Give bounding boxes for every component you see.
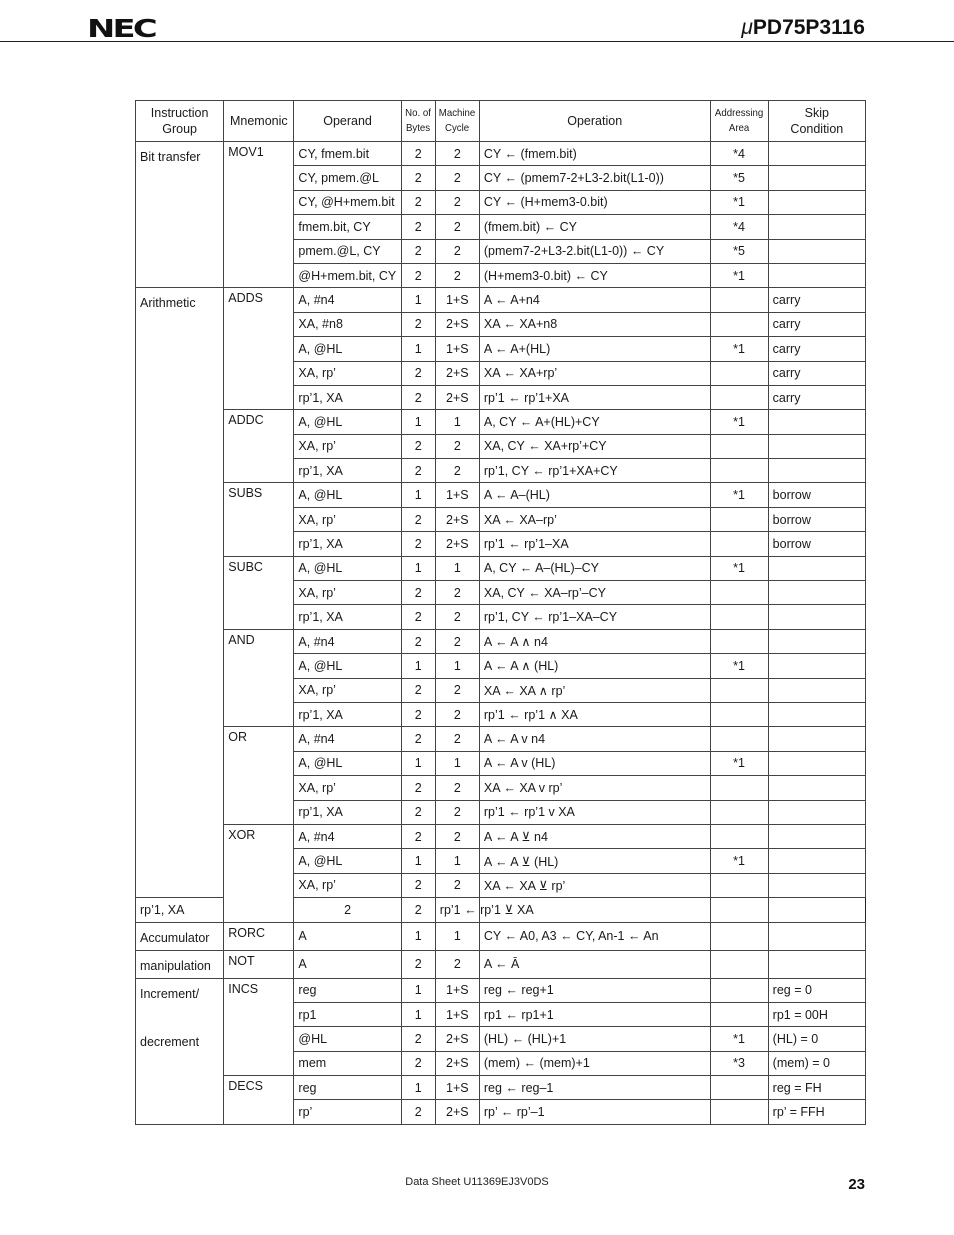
operand-cell: A: [294, 950, 401, 978]
table-row: [136, 483, 866, 507]
addressing-area-cell: [710, 727, 768, 751]
table-body: [136, 142, 866, 1125]
operation-cell: XA ← XA+rp’: [479, 361, 710, 385]
skip-condition-cell: [768, 776, 865, 800]
machine-cycle-cell: 2: [435, 702, 479, 726]
bytes-cell: 2: [294, 898, 401, 922]
machine-cycle-cell: 2: [435, 166, 479, 190]
addressing-area-cell: *1: [710, 556, 768, 580]
table-row: [136, 1076, 866, 1100]
operand-cell: A, #n4: [294, 824, 401, 848]
operand-cell: rp’: [294, 1100, 401, 1124]
addressing-area-cell: *5: [710, 166, 768, 190]
machine-cycle-cell: 1+S: [435, 337, 479, 361]
addressing-area-cell: [710, 629, 768, 653]
header-mnemonic: Mnemonic: [224, 101, 294, 142]
operand-cell: rp’1, XA: [294, 385, 401, 409]
bytes-cell: 2: [401, 702, 435, 726]
instruction-table: [135, 100, 866, 1125]
header-machine-cycle: Machine Cycle: [437, 101, 478, 142]
machine-cycle-cell: 2: [435, 873, 479, 897]
operation-cell: XA, CY ← XA–rp’–CY: [479, 581, 710, 605]
mnemonic-cell: NOT: [224, 950, 294, 978]
bytes-cell: 2: [401, 1100, 435, 1124]
bytes-cell: 2: [401, 1027, 435, 1051]
skip-condition-cell: borrow: [768, 483, 865, 507]
machine-cycle-cell: 1: [435, 849, 479, 873]
machine-cycle-cell: 2: [435, 215, 479, 239]
addressing-area-cell: [710, 800, 768, 824]
operation-cell: A ← A v (HL): [479, 751, 710, 775]
addressing-area-cell: [710, 361, 768, 385]
bytes-cell: 2: [401, 263, 435, 287]
bytes-cell: 2: [401, 361, 435, 385]
machine-cycle-cell: 2+S: [435, 532, 479, 556]
operand-cell: XA, rp’: [294, 434, 401, 458]
machine-cycle-cell: 2+S: [435, 1100, 479, 1124]
operation-cell: XA ← XA ∧ rp’: [479, 678, 710, 702]
bytes-cell: 2: [401, 434, 435, 458]
operand-cell: A, #n4: [294, 288, 401, 312]
bytes-cell: 2: [401, 581, 435, 605]
machine-cycle-cell: 2: [435, 239, 479, 263]
operand-cell: rp’1, XA: [294, 800, 401, 824]
addressing-area-cell: [710, 312, 768, 336]
operand-cell: XA, rp’: [294, 678, 401, 702]
operand-cell: A, #n4: [294, 629, 401, 653]
addressing-area-cell: *1: [710, 410, 768, 434]
skip-condition-cell: [768, 263, 865, 287]
operation-cell: rp’1 ← rp’1+XA: [479, 385, 710, 409]
addressing-area-cell: [710, 1076, 768, 1100]
machine-cycle-cell: 2: [435, 581, 479, 605]
machine-cycle-cell: 1: [435, 922, 479, 950]
bytes-cell: 2: [401, 532, 435, 556]
operation-cell: CY ← (fmem.bit): [479, 142, 710, 166]
nec-logo: NEC: [87, 14, 155, 43]
mnemonic-cell: SUBC: [224, 556, 294, 629]
skip-condition-cell: rp1 = 00H: [768, 1002, 865, 1026]
header-instruction-group: Instruction Group: [136, 101, 224, 142]
operation-cell: A ← A ⊻ n4: [479, 824, 710, 848]
operand-cell: A, @HL: [294, 556, 401, 580]
table-row: [136, 922, 866, 950]
skip-condition-cell: [768, 654, 865, 678]
table-row: [136, 950, 866, 978]
operation-cell: rp’ ← rp’–1: [479, 1100, 710, 1124]
machine-cycle-cell: 2: [435, 629, 479, 653]
operand-cell: rp1: [294, 1002, 401, 1026]
skip-condition-cell: [768, 215, 865, 239]
skip-condition-cell: [768, 849, 865, 873]
machine-cycle-cell: 1: [435, 556, 479, 580]
operation-cell: A, CY ← A+(HL)+CY: [479, 410, 710, 434]
operation-cell: XA ← XA+n8: [479, 312, 710, 336]
machine-cycle-cell: 1+S: [435, 1002, 479, 1026]
bytes-cell: 1: [401, 556, 435, 580]
machine-cycle-cell: 2: [435, 800, 479, 824]
operand-cell: A, @HL: [294, 849, 401, 873]
skip-condition-cell: [768, 166, 865, 190]
bytes-cell: 2: [401, 142, 435, 166]
skip-condition-cell: [768, 142, 865, 166]
machine-cycle-cell: 2+S: [435, 361, 479, 385]
addressing-area-cell: [710, 605, 768, 629]
skip-condition-cell: [768, 434, 865, 458]
operand-cell: pmem.@L, CY: [294, 239, 401, 263]
bytes-cell: 2: [401, 824, 435, 848]
operation-cell: A, CY ← A–(HL)–CY: [479, 556, 710, 580]
skip-condition-cell: [768, 702, 865, 726]
operation-cell: rp1 ← rp1+1: [479, 1002, 710, 1026]
addressing-area-cell: *3: [710, 1051, 768, 1075]
machine-cycle-cell: 1+S: [435, 288, 479, 312]
skip-condition-cell: [768, 410, 865, 434]
operand-cell: mem: [294, 1051, 401, 1075]
machine-cycle-cell: 2+S: [435, 1027, 479, 1051]
bytes-cell: 2: [401, 190, 435, 214]
machine-cycle-cell: 2: [435, 434, 479, 458]
addressing-area-cell: [710, 950, 768, 978]
operand-cell: XA, rp’: [294, 873, 401, 897]
operation-cell: (H+mem3-0.bit) ← CY: [479, 263, 710, 287]
operation-cell: (fmem.bit) ← CY: [479, 215, 710, 239]
operation-cell: rp’1 ← rp’1 ∧ XA: [479, 702, 710, 726]
skip-condition-cell: [768, 678, 865, 702]
operand-cell: A, @HL: [294, 751, 401, 775]
addressing-area-cell: [710, 434, 768, 458]
addressing-area-cell: [710, 1100, 768, 1124]
skip-condition-cell: carry: [768, 385, 865, 409]
table-row: [136, 824, 866, 848]
machine-cycle-cell: 2: [401, 898, 435, 922]
operand-cell: A, @HL: [294, 410, 401, 434]
skip-condition-cell: borrow: [768, 532, 865, 556]
skip-condition-cell: [768, 556, 865, 580]
bytes-cell: 2: [401, 629, 435, 653]
header-operand: Operand: [294, 101, 401, 142]
bytes-cell: 2: [401, 727, 435, 751]
addressing-area-cell: [710, 1002, 768, 1026]
operation-cell: (HL) ← (HL)+1: [479, 1027, 710, 1051]
addressing-area-cell: [710, 532, 768, 556]
bytes-cell: 2: [401, 605, 435, 629]
operation-cell: A ← A+(HL): [479, 337, 710, 361]
bytes-cell: 2: [401, 776, 435, 800]
operation-cell: (mem) ← (mem)+1: [479, 1051, 710, 1075]
operand-cell: A, @HL: [294, 483, 401, 507]
operand-cell: XA, rp’: [294, 581, 401, 605]
bytes-cell: 1: [401, 978, 435, 1002]
skip-condition-cell: [768, 873, 865, 897]
operand-cell: A, #n4: [294, 727, 401, 751]
machine-cycle-cell: 2+S: [435, 312, 479, 336]
operand-cell: XA, #n8: [294, 312, 401, 336]
machine-cycle-cell: 2: [435, 142, 479, 166]
skip-condition-cell: carry: [768, 312, 865, 336]
mnemonic-cell: ADDS: [224, 288, 294, 410]
operation-cell: (pmem7-2+L3-2.bit(L1-0)) ← CY: [479, 239, 710, 263]
mnemonic-cell: MOV1: [224, 142, 294, 288]
addressing-area-cell: [710, 459, 768, 483]
part-number-text: PD75P3116: [752, 16, 865, 39]
machine-cycle-cell: 2: [435, 678, 479, 702]
table-row: [136, 978, 866, 1002]
operand-cell: A, @HL: [294, 337, 401, 361]
machine-cycle-cell: 1+S: [435, 483, 479, 507]
machine-cycle-cell: 1+S: [435, 978, 479, 1002]
operand-cell: reg: [294, 978, 401, 1002]
table-row: [136, 727, 866, 751]
mnemonic-cell: INCS: [224, 978, 294, 1076]
machine-cycle-cell: 2+S: [435, 385, 479, 409]
addressing-area-cell: [710, 385, 768, 409]
machine-cycle-cell: 2: [435, 776, 479, 800]
machine-cycle-cell: 2: [435, 190, 479, 214]
skip-condition-cell: rp’ = FFH: [768, 1100, 865, 1124]
operand-cell: @H+mem.bit, CY: [294, 263, 401, 287]
skip-condition-cell: [768, 950, 865, 978]
addressing-area-cell: [710, 678, 768, 702]
operation-cell: rp’1 ← rp’1 ⊻ XA: [435, 898, 479, 922]
bytes-cell: 2: [401, 678, 435, 702]
operand-cell: fmem.bit, CY: [294, 215, 401, 239]
machine-cycle-cell: 1: [435, 410, 479, 434]
skip-condition-cell: [768, 800, 865, 824]
bytes-cell: 2: [401, 950, 435, 978]
operand-cell: A: [294, 922, 401, 950]
mnemonic-cell: DECS: [224, 1076, 294, 1125]
header-skip-condition: Skip Condition: [768, 101, 865, 142]
table-row: [136, 410, 866, 434]
instruction-group-cell: Arithmetic: [136, 288, 224, 898]
operand-cell: XA, rp’: [294, 361, 401, 385]
operation-cell: XA ← XA ⊻ rp’: [479, 873, 710, 897]
instruction-group-cell: Increment/ decrement: [136, 978, 224, 1124]
bytes-cell: 1: [401, 288, 435, 312]
skip-condition-cell: [768, 459, 865, 483]
operand-cell: rp’1, XA: [294, 532, 401, 556]
bytes-cell: 1: [401, 1002, 435, 1026]
skip-condition-cell: [768, 727, 865, 751]
operand-cell: reg: [294, 1076, 401, 1100]
bytes-cell: 2: [401, 239, 435, 263]
skip-condition-cell: [768, 751, 865, 775]
bytes-cell: 1: [401, 337, 435, 361]
operand-cell: XA, rp’: [294, 507, 401, 531]
operation-cell: XA, CY ← XA+rp’+CY: [479, 434, 710, 458]
skip-condition-cell: [768, 605, 865, 629]
machine-cycle-cell: 2: [435, 824, 479, 848]
mnemonic-cell: XOR: [224, 824, 294, 922]
operand-cell: @HL: [294, 1027, 401, 1051]
bytes-cell: 2: [401, 1051, 435, 1075]
skip-condition-cell: borrow: [768, 507, 865, 531]
bytes-cell: 1: [401, 751, 435, 775]
skip-condition-cell: [710, 898, 768, 922]
header-bytes: No. of Bytes: [403, 101, 434, 142]
bytes-cell: 2: [401, 385, 435, 409]
bytes-cell: 2: [401, 459, 435, 483]
bytes-cell: 1: [401, 849, 435, 873]
mnemonic-cell: SUBS: [224, 483, 294, 556]
header-rule: [0, 41, 954, 42]
operand-cell: rp’1, XA: [294, 702, 401, 726]
instruction-group-cell: Accumulator: [136, 922, 224, 950]
operation-cell: A ← A+n4: [479, 288, 710, 312]
addressing-area-cell: *4: [710, 215, 768, 239]
skip-condition-cell: [768, 824, 865, 848]
addressing-area-cell: *1: [710, 263, 768, 287]
bytes-cell: 1: [401, 483, 435, 507]
operation-cell: rp’1, CY ← rp’1+XA+CY: [479, 459, 710, 483]
skip-condition-cell: [768, 922, 865, 950]
addressing-area-cell: *4: [710, 142, 768, 166]
instruction-group-cell: manipulation: [136, 950, 224, 978]
skip-condition-cell: (mem) = 0: [768, 1051, 865, 1075]
operation-cell: CY ← (pmem7-2+L3-2.bit(L1-0)): [479, 166, 710, 190]
addressing-area-cell: *1: [710, 337, 768, 361]
machine-cycle-cell: 1+S: [435, 1076, 479, 1100]
mu-symbol: μ: [741, 16, 753, 39]
table-row: [136, 288, 866, 312]
bytes-cell: 2: [401, 873, 435, 897]
skip-condition-cell: carry: [768, 337, 865, 361]
machine-cycle-cell: 2: [435, 605, 479, 629]
operation-cell: CY ← (H+mem3-0.bit): [479, 190, 710, 214]
skip-condition-cell: reg = FH: [768, 1076, 865, 1100]
operation-cell: rp’1, CY ← rp’1–XA–CY: [479, 605, 710, 629]
operation-cell: rp’1 ← rp’1 v XA: [479, 800, 710, 824]
table-row: [136, 142, 866, 166]
operation-cell: A ← A ∧ n4: [479, 629, 710, 653]
bytes-cell: 1: [401, 410, 435, 434]
addressing-area-cell: *1: [710, 654, 768, 678]
addressing-area-cell: [710, 702, 768, 726]
operand-cell: CY, fmem.bit: [294, 142, 401, 166]
machine-cycle-cell: 2: [435, 459, 479, 483]
operation-cell: A ← A–(HL): [479, 483, 710, 507]
addressing-area-cell: [710, 507, 768, 531]
mnemonic-cell: OR: [224, 727, 294, 825]
machine-cycle-cell: 2+S: [435, 1051, 479, 1075]
operand-cell: CY, @H+mem.bit: [294, 190, 401, 214]
addressing-area-cell: *1: [710, 751, 768, 775]
machine-cycle-cell: 2+S: [435, 507, 479, 531]
addressing-area-cell: [710, 288, 768, 312]
page-number: 23: [848, 1176, 865, 1193]
skip-condition-cell: [768, 629, 865, 653]
skip-condition-cell: reg = 0: [768, 978, 865, 1002]
bytes-cell: 2: [401, 215, 435, 239]
table-row: [136, 629, 866, 653]
operand-cell: XA, rp’: [294, 776, 401, 800]
operation-cell: A ← A v n4: [479, 727, 710, 751]
skip-condition-cell: [768, 239, 865, 263]
bytes-cell: 2: [401, 800, 435, 824]
machine-cycle-cell: 2: [435, 727, 479, 751]
skip-condition-cell: carry: [768, 288, 865, 312]
addressing-area-cell: *1: [710, 190, 768, 214]
operation-cell: A ← A ∧ (HL): [479, 654, 710, 678]
machine-cycle-cell: 1: [435, 751, 479, 775]
operation-cell: A ← Ā: [479, 950, 710, 978]
addressing-area-cell: [710, 978, 768, 1002]
header-addressing-area: Addressing Area: [712, 101, 766, 142]
operation-cell: CY ← A0, A3 ← CY, An-1 ← An: [479, 922, 710, 950]
mnemonic-cell: RORC: [224, 922, 294, 950]
skip-condition-cell: [768, 581, 865, 605]
addressing-area-cell: [710, 581, 768, 605]
operation-cell: XA ← XA v rp’: [479, 776, 710, 800]
mnemonic-cell: ADDC: [224, 410, 294, 483]
operand-cell: rp’1, XA: [294, 605, 401, 629]
addressing-area-cell: [710, 776, 768, 800]
footer-doc-id: Data Sheet U11369EJ3V0DS: [405, 1176, 549, 1188]
table-row: [136, 556, 866, 580]
addressing-area-cell: [710, 922, 768, 950]
operand-cell: rp’1, XA: [294, 459, 401, 483]
bytes-cell: 2: [401, 507, 435, 531]
machine-cycle-cell: 2: [435, 950, 479, 978]
operation-cell: rp’1 ← rp’1–XA: [479, 532, 710, 556]
addressing-area-cell: [710, 824, 768, 848]
addressing-area-cell: [710, 873, 768, 897]
skip-condition-cell: [768, 190, 865, 214]
bytes-cell: 2: [401, 166, 435, 190]
operation-cell: XA ← XA–rp’: [479, 507, 710, 531]
machine-cycle-cell: 2: [435, 263, 479, 287]
instruction-group-cell: Bit transfer: [136, 142, 224, 288]
part-number: [741, 16, 865, 40]
operand-cell: A, @HL: [294, 654, 401, 678]
bytes-cell: 1: [401, 1076, 435, 1100]
machine-cycle-cell: 1: [435, 654, 479, 678]
skip-condition-cell: carry: [768, 361, 865, 385]
addressing-area-cell: *1: [710, 1027, 768, 1051]
operand-cell: rp’1, XA: [136, 898, 224, 922]
operand-cell: CY, pmem.@L: [294, 166, 401, 190]
bytes-cell: 1: [401, 922, 435, 950]
addressing-area-cell: *5: [710, 239, 768, 263]
operation-cell: reg ← reg+1: [479, 978, 710, 1002]
table-header-row: [136, 101, 866, 142]
addressing-area-cell: *1: [710, 483, 768, 507]
bytes-cell: 1: [401, 654, 435, 678]
header-operation: Operation: [479, 101, 710, 142]
mnemonic-cell: AND: [224, 629, 294, 727]
operation-cell: reg ← reg–1: [479, 1076, 710, 1100]
addressing-area-cell: *1: [710, 849, 768, 873]
bytes-cell: 2: [401, 312, 435, 336]
skip-condition-cell: (HL) = 0: [768, 1027, 865, 1051]
operation-cell: A ← A ⊻ (HL): [479, 849, 710, 873]
